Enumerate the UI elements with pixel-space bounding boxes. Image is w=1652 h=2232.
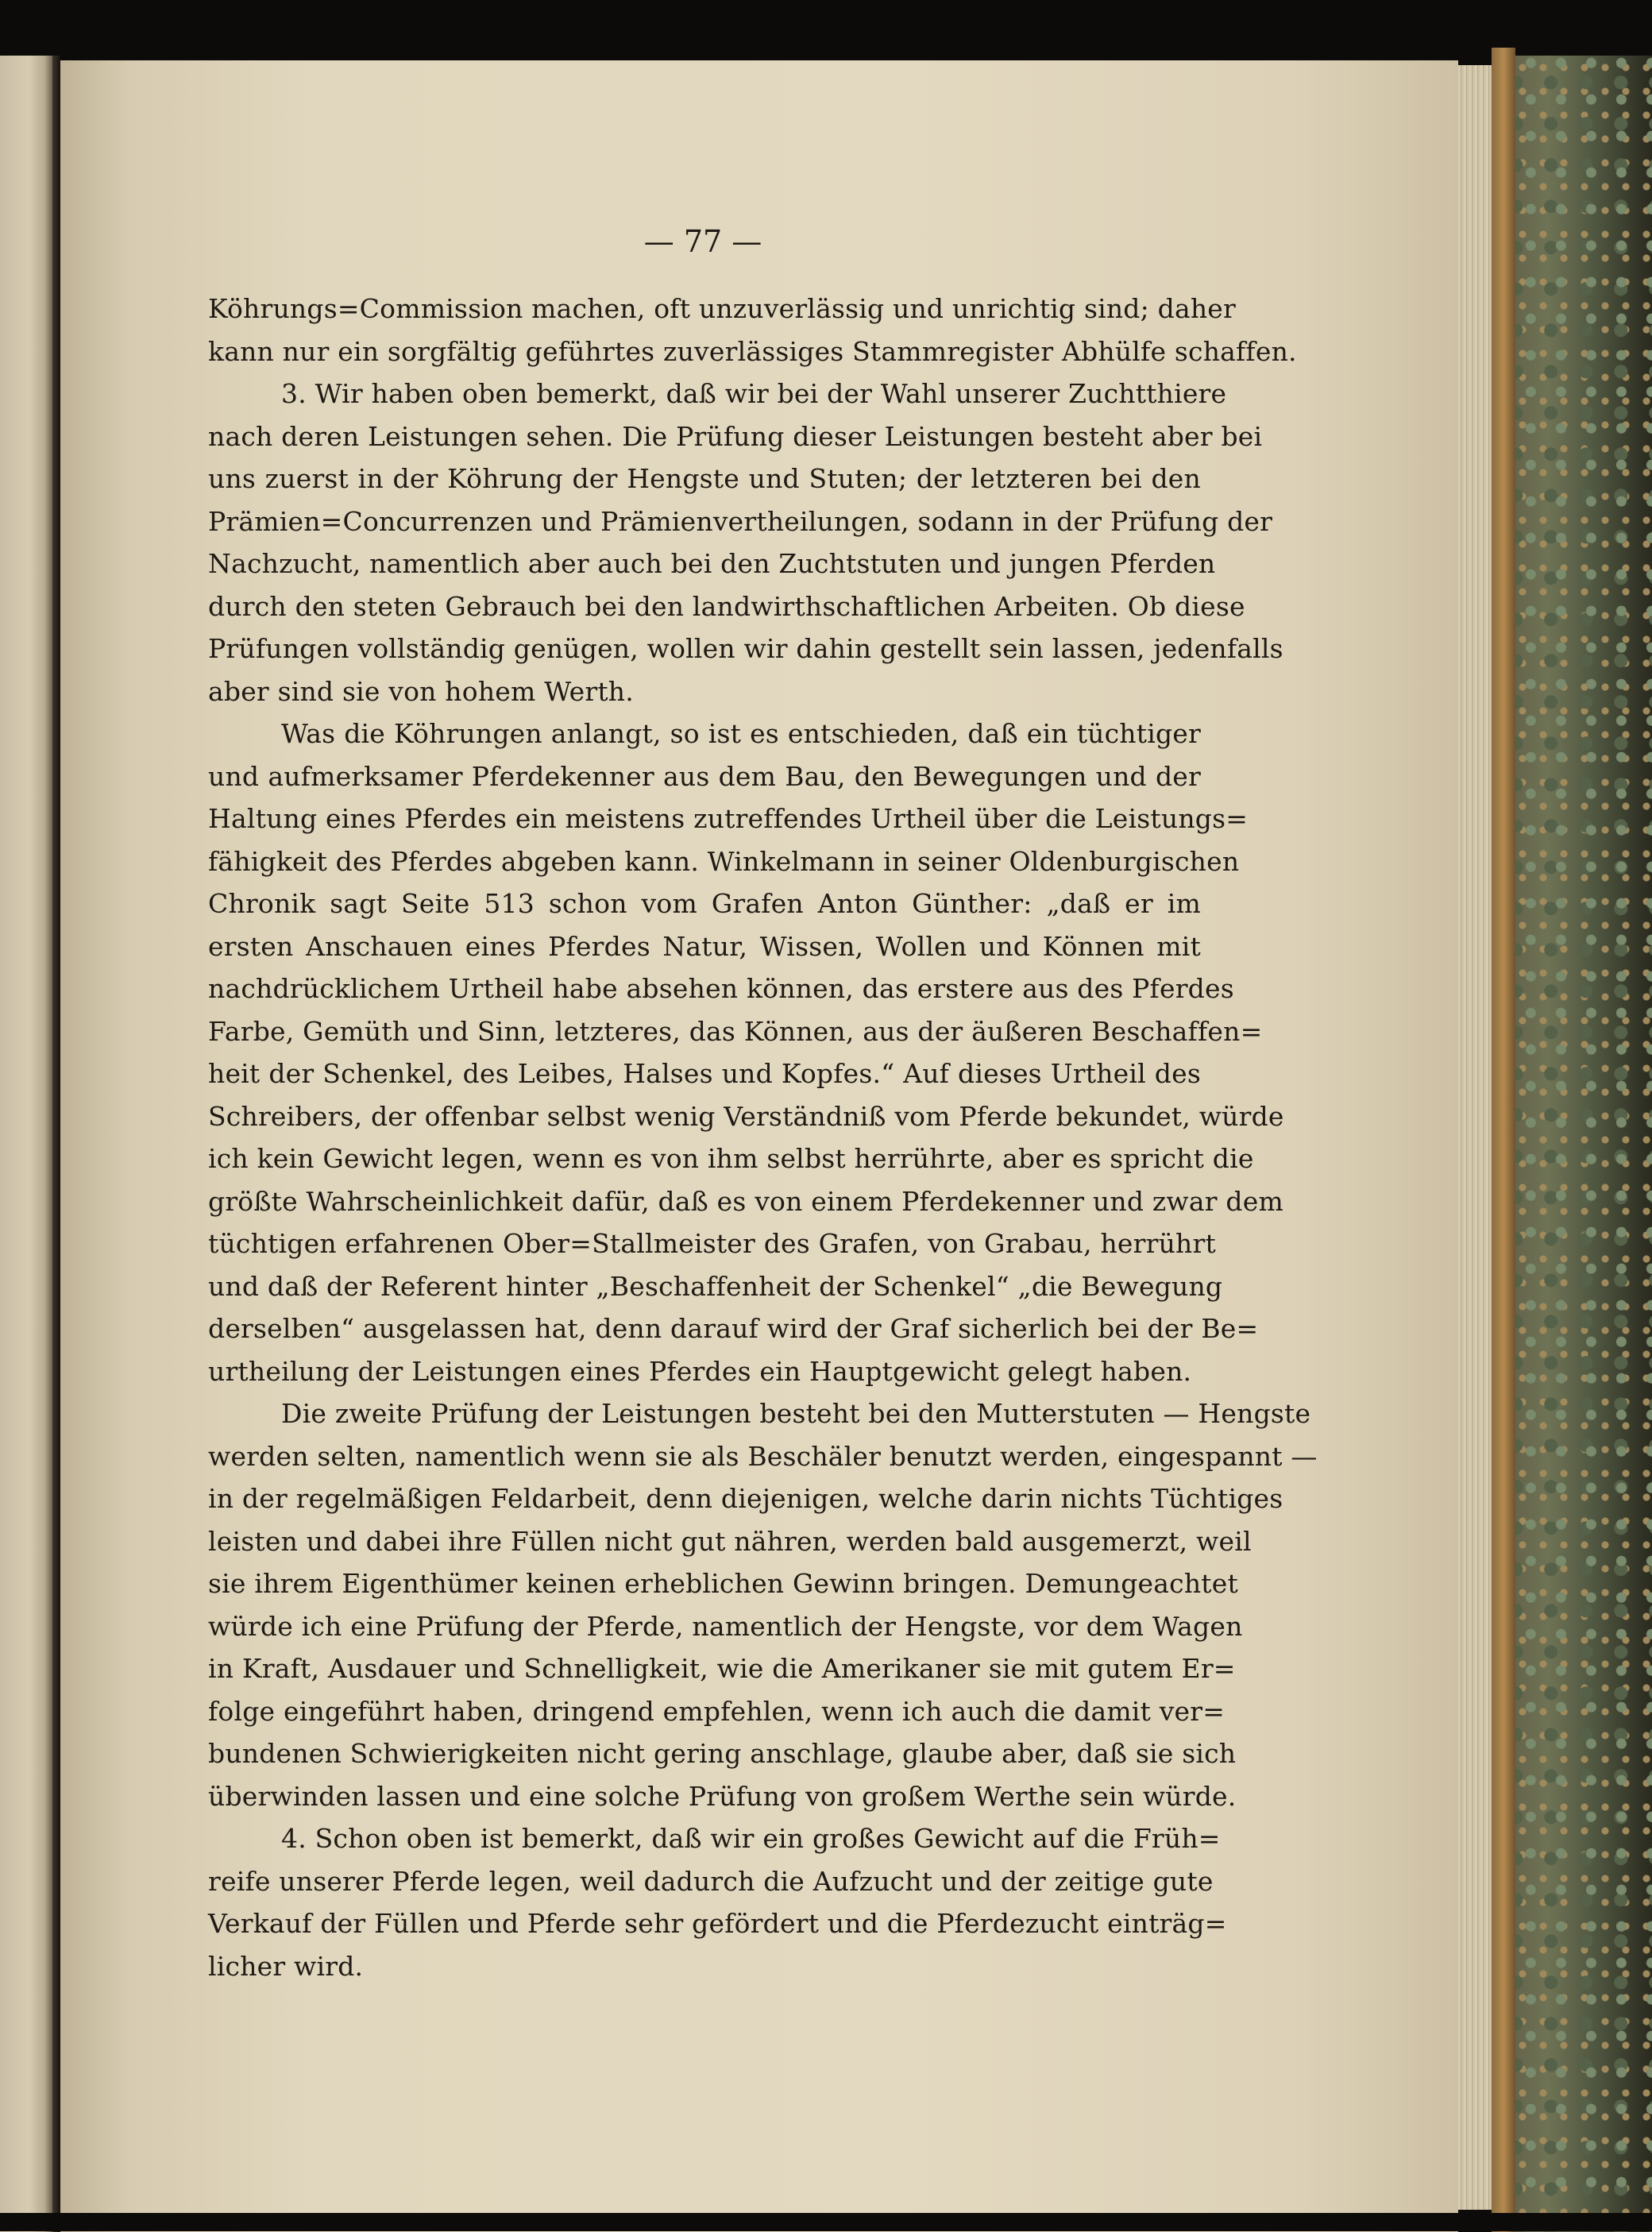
text-line: größte Wahrscheinlichkeit dafür, daß es von einem Pferdekenner und zwar dem <box>208 1185 1283 1217</box>
text-line: durch den steten Gebrauch bei den landwirthschaftlichen Arbeiten. Ob diese <box>208 590 1245 622</box>
text-line: in Kraft, Ausdauer und Schnelligkeit, wie die Amerikaner sie mit gutem Er= <box>208 1653 1236 1684</box>
paragraph <box>208 288 1297 373</box>
text-line: 3. Wir haben oben bemerkt, daß wir bei der Wahl unserer Zuchtthiere <box>281 378 1227 409</box>
text-line: Köhrungs=Commission machen, oft unzuverlässig und unrichtig sind; daher <box>208 293 1236 324</box>
text-line: Haltung eines Pferdes ein meistens zutreffendes Urtheil über die Leistungs= <box>208 803 1249 834</box>
text-line: überwinden lassen und eine solche Prüfung von großem Werthe sein würde. <box>208 1780 1237 1812</box>
scan-background-top <box>0 0 1652 60</box>
page-stack-edges <box>1458 65 1492 2210</box>
text-line: Prüfungen vollständig genügen, wollen wir dahin gestellt sein lassen, jedenfalls <box>208 633 1283 664</box>
text-line: und aufmerksamer Pferdekenner aus dem Bau, den Bewegungen und der <box>208 760 1201 792</box>
scan-background-bottom <box>0 2213 1652 2231</box>
text-line: Die zweite Prüfung der Leistungen besteht bei den Mutterstuten — Hengste <box>281 1398 1311 1429</box>
previous-page-edge <box>0 56 52 2232</box>
text-line: aber sind sie von hohem Werth. <box>208 675 634 707</box>
text-line: bundenen Schwierigkeiten nicht gering anschlage, glaube aber, daß sie sich <box>208 1738 1237 1769</box>
text-line: derselben“ ausgelassen hat, denn darauf wird der Graf sicherlich bei der Be= <box>208 1313 1259 1344</box>
text-line: heit der Schenkel, des Leibes, Halses und Kopfes.“ Auf dieses Urtheil des <box>208 1058 1201 1089</box>
text-line: uns zuerst in der Köhrung der Hengste und Stuten; der letzteren bei den <box>208 463 1201 494</box>
text-line: Schreibers, der offenbar selbst wenig Verständniß vom Pferde bekundet, würde <box>208 1100 1284 1132</box>
text-line: kann nur ein sorgfältig geführtes zuverlässiges Stammregister Abhülfe schaffen. <box>208 335 1297 367</box>
paragraph <box>208 373 1283 712</box>
text-line: leisten und dabei ihre Füllen nicht gut nähren, werden bald ausgemerzt, weil <box>208 1525 1252 1557</box>
text-line: Nachzucht, namentlich aber auch bei den Zuchtstuten und jungen Pferden <box>208 548 1216 579</box>
text-line: Chronik sagt Seite 513 schon vom Grafen Anton Günther: „daß er im <box>208 888 1201 919</box>
text-line: Farbe, Gemüth und Sinn, letzteres, das Können, aus der äußeren Beschaffen= <box>208 1015 1263 1047</box>
text-line: und daß der Referent hinter „Beschaffenheit der Schenkel“ „die Bewegung <box>208 1270 1223 1302</box>
text-line: Was die Köhrungen anlangt, so ist es entschieden, daß ein tüchtiger <box>281 718 1201 749</box>
paragraph <box>208 1817 1227 1987</box>
text-line: ersten Anschauen eines Pferdes Natur, Wissen, Wollen und Können mit <box>208 930 1201 962</box>
text-line: werden selten, namentlich wenn sie als Beschäler benutzt werden, eingespannt — <box>208 1440 1318 1472</box>
body-text <box>208 288 1318 1987</box>
text-line: 4. Schon oben ist bemerkt, daß wir ein großes Gewicht auf die Früh= <box>281 1823 1221 1854</box>
marbled-cover <box>1492 56 1652 2232</box>
paragraph <box>208 712 1284 1392</box>
cover-leather-edge <box>1492 48 1515 2232</box>
page-number: — 77 — <box>643 224 762 259</box>
text-line: sie ihrem Eigenthümer keinen erheblichen Gewinn bringen. Demungeachtet <box>208 1568 1238 1599</box>
gutter-shadow <box>52 56 60 2232</box>
text-line: in der regelmäßigen Feldarbeit, denn diejenigen, welche darin nichts Tüchtiges <box>208 1483 1283 1514</box>
paragraph <box>208 1392 1318 1817</box>
text-line: licher wird. <box>208 1950 364 1982</box>
text-line: nachdrücklichem Urtheil habe absehen können, das erstere aus des Pferdes <box>208 973 1234 1004</box>
text-line: folge eingeführt haben, dringend empfehlen, wenn ich auch die damit ver= <box>208 1695 1225 1727</box>
text-line: nach deren Leistungen sehen. Die Prüfung dieser Leistungen besteht aber bei <box>208 420 1263 452</box>
text-line: reife unserer Pferde legen, weil dadurch die Aufzucht und der zeitige gute <box>208 1865 1214 1897</box>
text-line: ich kein Gewicht legen, wenn es von ihm selbst herrührte, aber es spricht die <box>208 1143 1254 1174</box>
text-line: urtheilung der Leistungen eines Pferdes ein Hauptgewicht gelegt haben. <box>208 1355 1192 1387</box>
text-line: würde ich eine Prüfung der Pferde, namentlich der Hengste, vor dem Wagen <box>208 1610 1243 1642</box>
text-line: tüchtigen erfahrenen Ober=Stallmeister des Grafen, von Grabau, herrührt <box>208 1228 1216 1259</box>
text-line: fähigkeit des Pferdes abgeben kann. Winkelmann in seiner Oldenburgischen <box>208 845 1240 877</box>
text-line: Prämien=Concurrenzen und Prämienvertheilungen, sodann in der Prüfung der <box>208 505 1273 537</box>
text-line: Verkauf der Füllen und Pferde sehr gefördert und die Pferdezucht einträg= <box>208 1908 1227 1939</box>
